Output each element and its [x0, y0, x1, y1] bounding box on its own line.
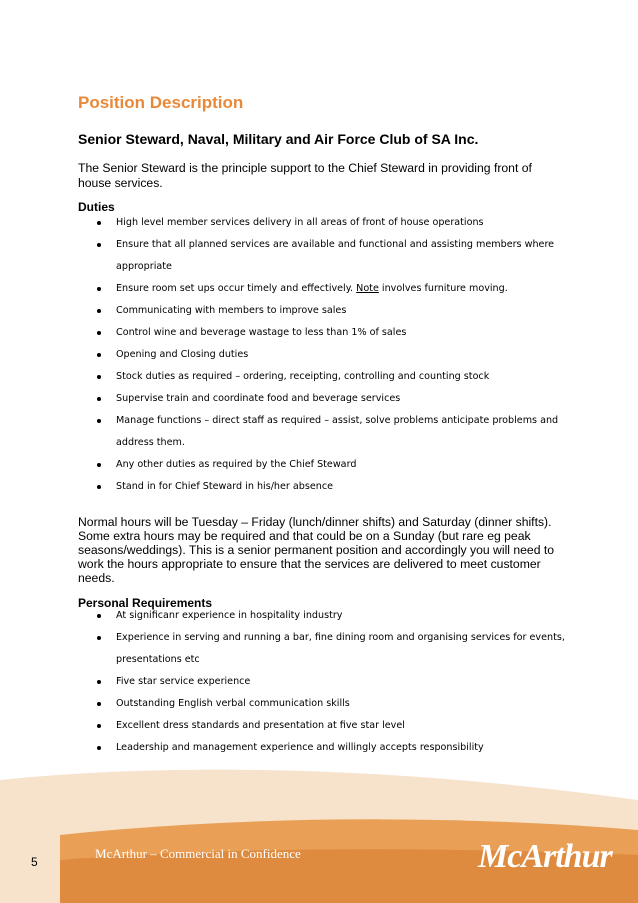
bullet-icon	[97, 309, 101, 313]
intro-paragraph: The Senior Steward is the principle support to the Chief Steward in providing front of house services.	[78, 161, 532, 190]
bullet-icon	[97, 419, 101, 423]
position-subtitle: Senior Steward, Naval, Military and Air Force Club of SA Inc.	[78, 131, 479, 147]
list-item-continuation: presentations etc	[116, 654, 200, 665]
bullet-icon	[97, 724, 101, 728]
bullet-icon	[97, 397, 101, 401]
list-item-continuation: appropriate	[116, 261, 172, 272]
list-item: Opening and Closing duties	[78, 344, 568, 366]
list-item: Stock duties as required – ordering, receipting, controlling and counting stock	[78, 366, 568, 388]
bullet-icon	[97, 702, 101, 706]
list-item: Experience in serving and running a bar, fine dining room and organising services for events,	[78, 627, 568, 649]
duties-list	[78, 212, 568, 498]
duties-heading: Duties	[78, 200, 115, 214]
list-item: Stand in for Chief Steward in his/her absence	[78, 476, 568, 498]
hours-paragraph: Normal hours will be Tuesday – Friday (lunch/dinner shifts) and Saturday (dinner shifts). Some extra hours may be required and that could be on a Sunday (but rare eg peak seasons/weddings). This is a senior permanent position and accordingly you will need to work the hours appropriate to ensure that the services are delivered to meet customer needs.	[78, 515, 555, 585]
list-item: Outstanding English verbal communication skills	[78, 693, 568, 715]
list-item: Communicating with members to improve sales	[78, 300, 568, 322]
bullet-icon	[97, 746, 101, 750]
list-item: Manage functions – direct staff as required – assist, solve problems anticipate problems and	[78, 410, 568, 432]
bullet-icon	[97, 331, 101, 335]
note-label: Note	[356, 283, 379, 294]
bullet-icon	[97, 287, 101, 291]
page-title: Position Description	[78, 93, 244, 112]
list-item: High level member services delivery in all areas of front of house operations	[78, 212, 568, 234]
bullet-icon	[97, 243, 101, 247]
list-item-continuation: address them.	[116, 437, 185, 448]
list-item: Ensure room set ups occur timely and effectively. Note involves furniture moving.	[78, 278, 568, 300]
bullet-icon	[97, 353, 101, 357]
footer-confidential-text: McArthur – Commercial in Confidence	[95, 846, 301, 861]
list-item: Supervise train and coordinate food and beverage services	[78, 388, 568, 410]
bullet-icon	[97, 221, 101, 225]
personal-requirements-heading: Personal Requirements	[78, 596, 213, 610]
list-item: Any other duties as required by the Chief Steward	[78, 454, 568, 476]
footer-swoosh-graphic	[0, 760, 638, 903]
bullet-icon	[97, 485, 101, 489]
page-number: 5	[31, 855, 38, 869]
bullet-icon	[97, 614, 101, 618]
list-item: Five star service experience	[78, 671, 568, 693]
list-item: At significanr experience in hospitality industry	[78, 605, 568, 627]
bullet-icon	[97, 375, 101, 379]
list-item: Leadership and management experience and willingly accepts responsibility	[78, 737, 568, 759]
list-item: Excellent dress standards and presentation at five star level	[78, 715, 568, 737]
bullet-icon	[97, 636, 101, 640]
list-item: Control wine and beverage wastage to less than 1% of sales	[78, 322, 568, 344]
bullet-icon	[97, 680, 101, 684]
list-item: Ensure that all planned services are available and functional and assisting members where	[78, 234, 568, 256]
personal-requirements-list	[78, 605, 568, 759]
bullet-icon	[97, 463, 101, 467]
mcarthur-logo: McArthur	[478, 838, 612, 875]
